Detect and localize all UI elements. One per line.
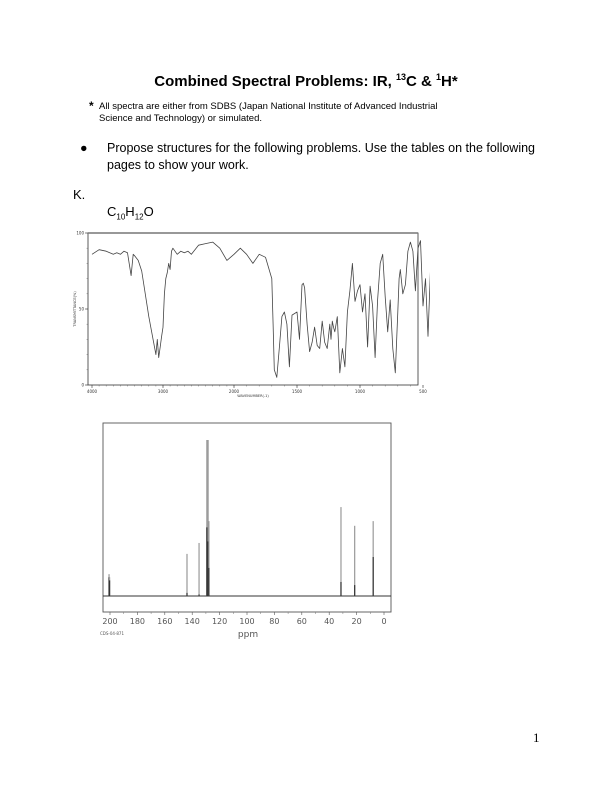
title-text-suffix: H*	[441, 73, 458, 90]
formula-c: C	[107, 204, 117, 219]
ir-spectrum-chart	[70, 226, 430, 406]
nmr-x-tick-label: 20	[351, 617, 362, 626]
footnote-marker: *	[89, 99, 94, 113]
nmr-x-tick-label: 80	[269, 617, 280, 626]
title-superscript-13: 13	[396, 72, 407, 82]
nmr-x-tick-label: 60	[296, 617, 307, 626]
nmr-x-tick-label: 0	[381, 617, 387, 626]
instruction-line-2: pages to show your work.	[107, 158, 249, 172]
formula-h: H	[125, 204, 135, 219]
nmr-plot-frame	[103, 423, 391, 612]
nmr-x-axis-label: ppm	[237, 630, 259, 640]
ir-y-tick-label: 50	[78, 306, 84, 312]
nmr-x-tick-label: 140	[184, 617, 200, 626]
formula-o: O	[143, 204, 154, 219]
ir-x-tick-label: 4000	[86, 389, 98, 394]
formula-h-count: 12	[134, 212, 144, 222]
title-text-prefix: Combined Spectral Problems: IR,	[154, 73, 396, 90]
c13-nmr-spectrum-chart	[92, 420, 402, 650]
ir-y-tick-label: 0	[81, 382, 84, 388]
ir-x-axis-label: WAVENUMBER(-1)	[237, 394, 269, 398]
molecular-formula	[107, 204, 154, 222]
title-superscript-1: 1	[436, 72, 442, 82]
ir-x-tick-label: 1000	[354, 389, 366, 394]
instruction-line-1: Propose structures for the following problems. Use the tables on the following	[107, 141, 536, 155]
formula-c-count: 10	[116, 212, 126, 222]
nmr-x-tick-label: 100	[239, 617, 255, 626]
instruction-bullet	[80, 140, 550, 174]
page-number: 1	[533, 730, 540, 745]
footnote-line-1: All spectra are either from SDBS (Japan National Institute of Advanced Industrial	[99, 101, 438, 112]
nmr-x-tick-label: 180	[129, 617, 146, 626]
nmr-x-tick-label: 160	[157, 617, 173, 626]
nmr-x-tick-label: 40	[324, 617, 335, 626]
footnote	[89, 99, 438, 125]
nmr-code-label: CDS-04-871	[100, 631, 125, 636]
ir-y-tick-label: 100	[76, 230, 84, 236]
nmr-x-tick-label: 120	[211, 617, 228, 626]
bullet-marker-icon: ●	[80, 141, 88, 155]
ir-trace	[92, 241, 430, 378]
ir-x-tick-label: 2000	[228, 389, 240, 394]
ir-x-tick-label: 500	[419, 389, 427, 394]
nmr-x-tick-label: 200	[102, 617, 118, 626]
ir-x-tick-label: 3000	[157, 389, 169, 394]
ir-y-axis-label: TRANSMITTANCE(%)	[73, 291, 77, 327]
ir-plot-frame	[88, 233, 418, 385]
problem-label: K.	[73, 187, 86, 202]
footnote-line-2: Science and Technology) or simulated.	[99, 113, 263, 124]
page-title	[0, 72, 612, 90]
ir-x-tick-label: 1500	[291, 389, 303, 394]
title-text-mid: C &	[406, 73, 437, 90]
